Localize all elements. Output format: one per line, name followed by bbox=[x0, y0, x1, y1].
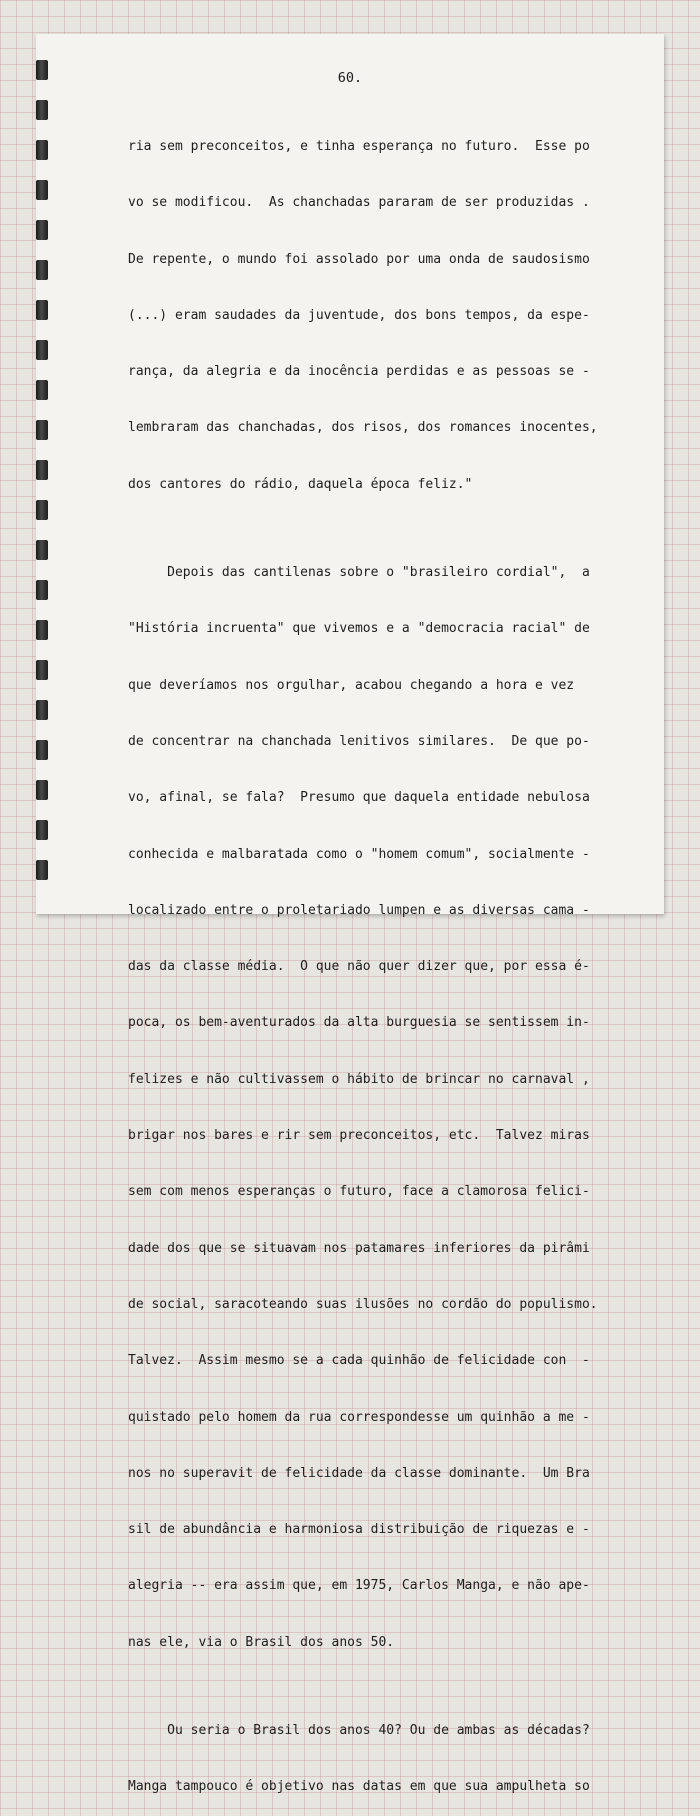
text-line: alegria -- era assim que, em 1975, Carlos Manga, e não ape- bbox=[128, 1578, 590, 1594]
text-line: nos no superavit de felicidade da classe dominante. Um Bra bbox=[128, 1465, 590, 1481]
text-line: sem com menos esperanças o futuro, face a clamorosa felici- bbox=[128, 1184, 590, 1200]
text-line: quistado pelo homem da rua correspondesse um quinhão a me - bbox=[128, 1409, 590, 1425]
text-line: localizado entre o proletariado lumpen e as diversas cama - bbox=[128, 902, 590, 918]
text-line: felizes e não cultivassem o hábito de brincar no carnaval , bbox=[128, 1071, 590, 1087]
binding-hole-icon bbox=[36, 580, 48, 600]
text-line: poca, os bem-aventurados da alta burguesia se sentissem in- bbox=[128, 1015, 590, 1031]
text-line: De repente, o mundo foi assolado por uma onda de saudosismo bbox=[128, 251, 590, 267]
body-text bbox=[128, 104, 608, 1816]
text-line: Ou seria o Brasil dos anos 40? Ou de ambas as décadas? bbox=[128, 1723, 590, 1739]
text-line: Depois das cantilenas sobre o "brasileiro cordial", a bbox=[128, 565, 590, 581]
binding-hole-icon bbox=[36, 780, 48, 800]
binding-hole-icon bbox=[36, 540, 48, 560]
binding-hole-icon bbox=[36, 700, 48, 720]
text-line: que deveríamos nos orgulhar, acabou chegando a hora e vez bbox=[128, 677, 575, 693]
binding-hole-icon bbox=[36, 140, 48, 160]
binding-hole-icon bbox=[36, 500, 48, 520]
binding-hole-icon bbox=[36, 300, 48, 320]
binding-hole-icon bbox=[36, 660, 48, 680]
text-line: sil de abundância e harmoniosa distribuição de riquezas e - bbox=[128, 1522, 590, 1538]
binding-hole-icon bbox=[36, 380, 48, 400]
page-number: 60. bbox=[337, 70, 363, 86]
text-line: (...) eram saudades da juventude, dos bons tempos, da espe- bbox=[128, 307, 590, 323]
binding-hole-icon bbox=[36, 180, 48, 200]
text-line: rança, da alegria e da inocência perdidas e as pessoas se - bbox=[128, 364, 590, 380]
text-line: brigar nos bares e rir sem preconceitos, etc. Talvez miras bbox=[128, 1128, 590, 1144]
binding-hole-icon bbox=[36, 460, 48, 480]
text-line: dos cantores do rádio, daquela época feliz." bbox=[128, 476, 473, 492]
text-line: Talvez. Assim mesmo se a cada quinhão de felicidade con - bbox=[128, 1353, 590, 1369]
binding-hole-icon bbox=[36, 220, 48, 240]
text-line: "História incruenta" que vivemos e a "democracia racial" de bbox=[128, 621, 590, 637]
binding-hole-icon bbox=[36, 420, 48, 440]
binding-hole-icon bbox=[36, 740, 48, 760]
text-line: lembraram das chanchadas, dos risos, dos romances inocentes, bbox=[128, 420, 598, 436]
text-line: Manga tampouco é objetivo nas datas em que sua ampulheta so bbox=[128, 1779, 590, 1795]
text-line: ria sem preconceitos, e tinha esperança no futuro. Esse po bbox=[128, 139, 590, 154]
binding-hole-icon bbox=[36, 820, 48, 840]
text-line: vo, afinal, se fala? Presumo que daquela entidade nebulosa bbox=[128, 790, 590, 806]
text-line: conhecida e malbaratada como o "homem comum", socialmente - bbox=[128, 846, 590, 862]
binding-hole-icon bbox=[36, 100, 48, 120]
binding-hole-icon bbox=[36, 620, 48, 640]
text-line: das da classe média. O que não quer dizer que, por essa é- bbox=[128, 959, 590, 975]
binding-hole-icon bbox=[36, 260, 48, 280]
text-line: dade dos que se situavam nos patamares inferiores da pirâmi bbox=[128, 1240, 590, 1256]
text-line: de concentrar na chanchada lenitivos similares. De que po- bbox=[128, 733, 590, 749]
binding-hole-icon bbox=[36, 860, 48, 880]
binding-hole-icon bbox=[36, 340, 48, 360]
text-line: vo se modificou. As chanchadas pararam de ser produzidas . bbox=[128, 195, 590, 211]
text-line: de social, saracoteando suas ilusões no cordão do populismo. bbox=[128, 1296, 598, 1312]
text-line: nas ele, via o Brasil dos anos 50. bbox=[128, 1634, 395, 1650]
